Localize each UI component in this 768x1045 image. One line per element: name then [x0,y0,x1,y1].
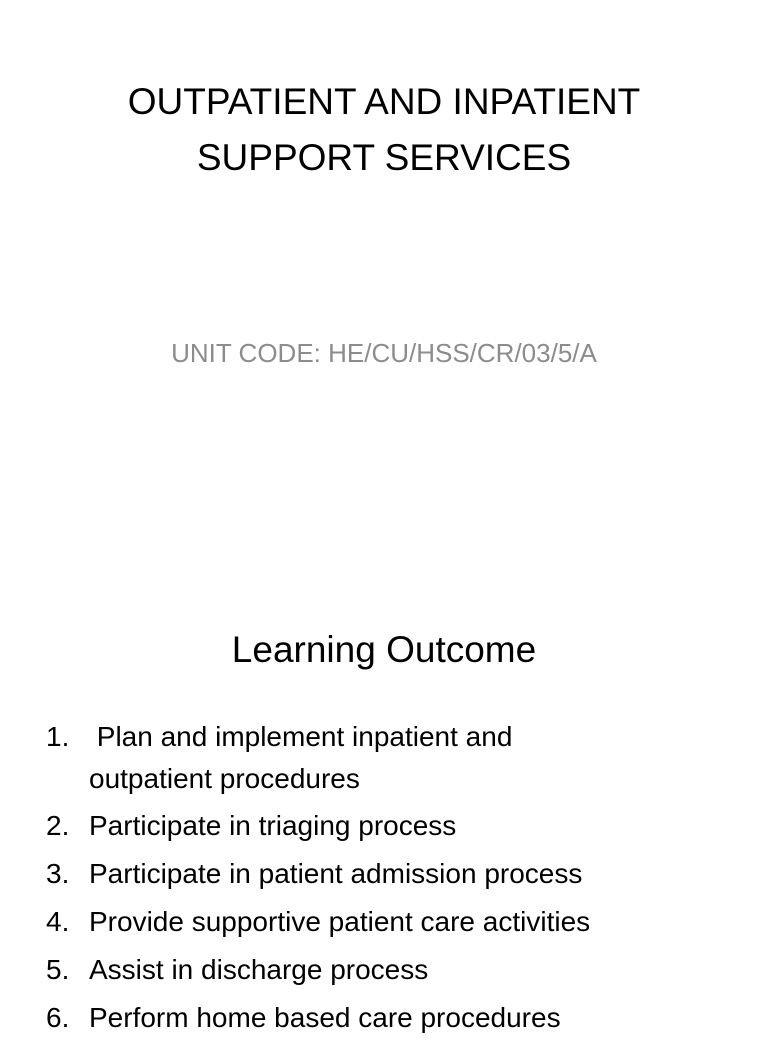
list-item [46,853,746,895]
list-item [46,949,746,991]
list-item-number: 5. [46,954,70,985]
list-item-text [89,949,746,991]
list-item-text [89,901,746,943]
list-item [46,716,746,800]
list-item-text [89,997,746,1039]
list-item-line: Plan and implement inpatient and [89,721,513,752]
list-item-line: Participate in patient admission process [89,858,583,889]
list-item-text [89,805,746,847]
list-item-line: Provide supportive patient care activities [89,906,591,937]
learning-outcome-title: Learning Outcome [231,629,537,670]
list-item-line: outpatient procedures [89,763,360,794]
list-item-text [89,716,746,800]
learning-outcome-slide [0,576,768,1033]
document-title [0,74,768,186]
list-item [46,901,746,943]
learning-outcome-list [46,716,746,1045]
list-item-number: 3. [46,858,70,889]
list-item-line: Perform home based care procedures [89,1002,561,1033]
list-item-number: 2. [46,810,70,841]
list-item-line: Assist in discharge process [89,954,429,985]
document-title-line: OUTPATIENT AND INPATIENT [127,81,641,122]
unit-code: UNIT CODE: HE/CU/HSS/CR/03/5/A [171,338,597,368]
list-item-number: 1. [46,721,70,752]
list-item [46,997,746,1039]
list-item-number: 6. [46,1002,70,1033]
list-item [46,805,746,847]
list-item-text [89,853,746,895]
list-item-number: 4. [46,906,70,937]
document-title-line: SUPPORT SERVICES [196,137,572,178]
list-item-line: Participate in triaging process [89,810,457,841]
